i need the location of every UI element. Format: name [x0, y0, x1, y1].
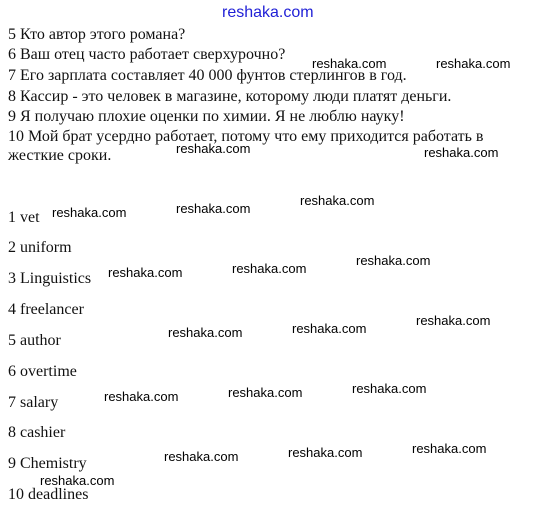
watermark: reshaka.com — [168, 325, 243, 340]
answer-1: 1 vet — [8, 209, 40, 226]
answer-6: 6 overtime — [8, 363, 77, 380]
watermark: reshaka.com — [164, 449, 239, 464]
answer-7: 7 salary — [8, 394, 59, 411]
sentence-5: 5 Кто автор этого романа? — [8, 26, 186, 43]
watermark: reshaka.com — [52, 205, 127, 220]
watermark: reshaka.com — [288, 445, 363, 460]
watermark: reshaka.com — [412, 441, 487, 456]
watermark: reshaka.com — [356, 253, 431, 268]
watermark: reshaka.com — [104, 389, 179, 404]
answer-9: 9 Chemistry — [8, 455, 87, 472]
sentence-10: 10 Мой брат усердно работает, потому что ему приходится работать в жесткие сроки. — [8, 128, 484, 164]
watermark: reshaka.com — [312, 56, 387, 71]
answer-5: 5 author — [8, 332, 61, 349]
watermark: reshaka.com — [352, 381, 427, 396]
answer-10: 10 deadlines — [8, 486, 89, 503]
watermark: reshaka.com — [292, 321, 367, 336]
watermark: reshaka.com — [424, 145, 499, 160]
sentence-9: 9 Я получаю плохие оценки по химии. Я не люблю науку! — [8, 108, 405, 125]
watermark: reshaka.com — [436, 56, 511, 71]
watermark: reshaka.com — [176, 201, 251, 216]
watermark-top: reshaka.com — [222, 4, 314, 21]
answer-2: 2 uniform — [8, 239, 72, 256]
sentence-7: 7 Его зарплата составляет 40 000 фунтов стерлингов в год. — [8, 67, 407, 84]
answer-4: 4 freelancer — [8, 301, 84, 318]
watermark: reshaka.com — [228, 385, 303, 400]
answer-8: 8 cashier — [8, 424, 66, 441]
watermark: reshaka.com — [416, 313, 491, 328]
watermark: reshaka.com — [232, 261, 307, 276]
watermark: reshaka.com — [40, 473, 115, 488]
watermark: reshaka.com — [108, 265, 183, 280]
sentence-6: 6 Ваш отец часто работает сверхурочно? — [8, 46, 286, 63]
watermark: reshaka.com — [300, 193, 375, 208]
watermark: reshaka.com — [176, 141, 251, 156]
sentence-8: 8 Кассир - это человек в магазине, которому люди платят деньги. — [8, 88, 452, 105]
answer-3: 3 Linguistics — [8, 270, 92, 287]
